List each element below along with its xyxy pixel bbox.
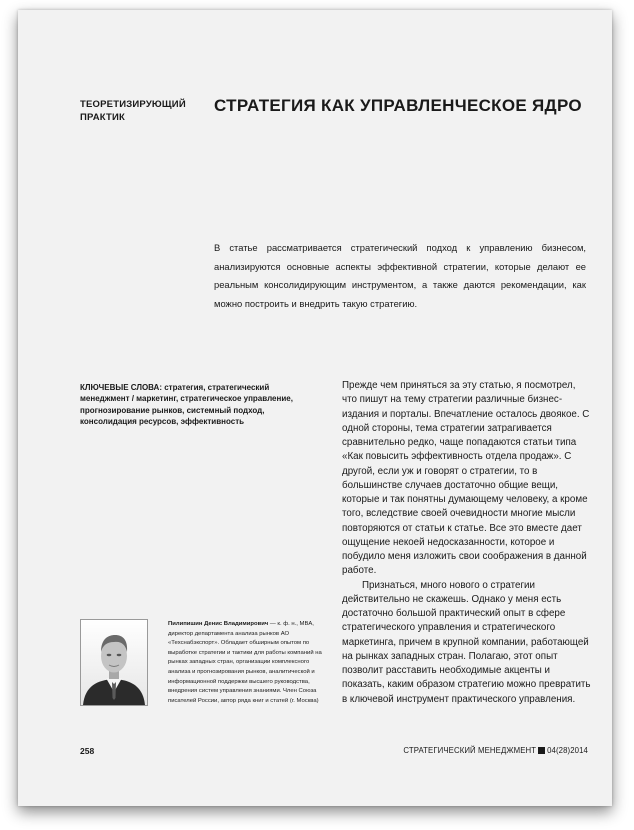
author-photo — [80, 619, 148, 706]
body-paragraph-1: Прежде чем приняться за эту статью, я посмотрел, что пишут на тему стратегии различные бизнес-издания и порталы. Впечатление осталось двоякое. С одной стороны, тема стратегии затрагивается сравнительно редко, чаще попадаются статьи типа «Как повысить эффективность отдела продаж». С другой, если уж и говорят о стратегии, то в большинстве случаев достаточно общие вещи, которые и так понятны думающему человеку, а кроме того, вследствие своей очевидности многие мысли повторяются от статьи к статье. Все это вместе дает ощущение некоей недосказанности, которое и побудило меня изложить свои соображения в данной работе. — [342, 380, 590, 577]
journal-name: СТРАТЕГИЧЕСКИЙ МЕНЕДЖМЕНТ — [403, 746, 537, 755]
journal-info — [403, 746, 588, 755]
body-paragraph-2: Признаться, много нового о стратегии действительно не скажешь. Однако у меня есть достаточно большой практический опыт в сфере стратегического управления и стратегического маркетинга, причем в крупной компании, работающей на рынках западных стран. Полагаю, этот опыт позволит расставить необходимые акценты и показать, каким образом стратегию можно превратить в ключевой инструмент практического управления. — [342, 579, 591, 705]
square-separator-icon — [538, 747, 545, 754]
journal-issue: 04(28)2014 — [547, 746, 588, 755]
keywords-label: КЛЮЧЕВЫЕ СЛОВА: — [80, 383, 162, 392]
magazine-page — [18, 10, 612, 806]
article-title: СТРАТЕГИЯ КАК УПРАВЛЕНЧЕСКОЕ ЯДРО — [214, 96, 582, 115]
keywords-block — [80, 382, 312, 428]
keywords-text: стратегия, стратегический менеджмент / маркетинг, стратегическое управление, прогнозирование рынков, системный подход, консолидация ресурсов, эффективность — [80, 383, 293, 427]
author-bio — [168, 620, 330, 706]
author-name: Пилипишин Денис Владимирович — [168, 621, 269, 627]
page-number: 258 — [80, 746, 95, 756]
rubric-label: ТЕОРЕТИЗИРУЮЩИЙ ПРАКТИК — [80, 99, 186, 123]
article-body — [342, 379, 592, 707]
author-description: — к. ф. н., MBA, директор департамента анализа рынков АО «Техснабэкспорт». Обладает обширным опытом по выработке стратегии и тактики для работы компаний на рынках западных стран, организации комплексного анализа и прогнозирования рынков, аналитической и информационной поддержки высшего руководства, внедрения систем управления знаниями. Член Союза писателей России, автор ряда книг и статей (г. Москва) — [168, 621, 322, 704]
article-abstract: В статье рассматривается стратегический подход к управлению бизнесом, анализируются основные аспекты эффективной стратегии, которые делают ее реальным консолидирующим инструментом, а также даются рекомендации, как можно построить и внедрить такую стратегию. — [214, 242, 586, 309]
